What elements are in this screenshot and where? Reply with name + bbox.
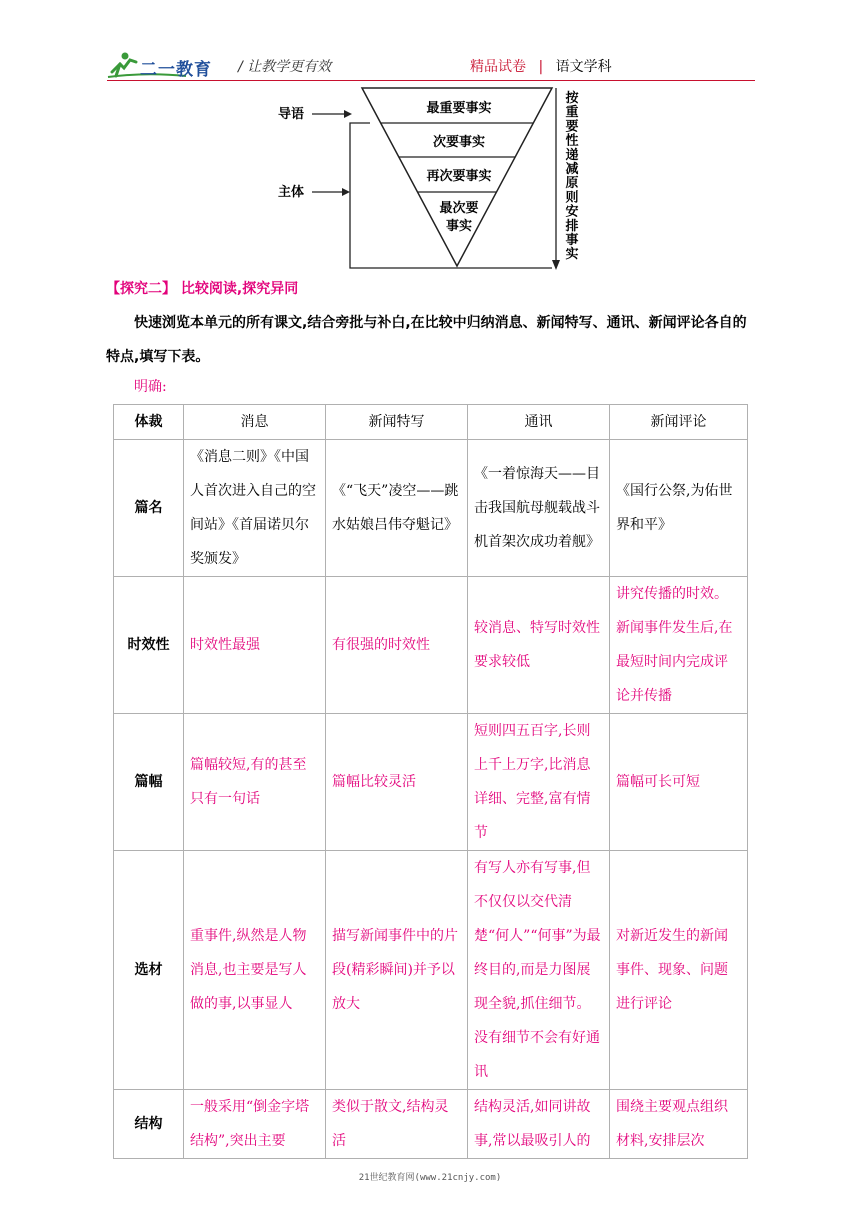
- table-cell: 类似于散文,结构灵活: [326, 1090, 468, 1159]
- table-row: [114, 440, 748, 577]
- inverted-pyramid-diagram: [270, 86, 590, 272]
- table-cell: 《国行公祭,为佑世界和平》: [610, 440, 748, 577]
- section-heading: 【探究二】 比较阅读,探究异同: [106, 281, 299, 297]
- header-feature: 新闻特写: [326, 405, 468, 440]
- table-row: [114, 714, 748, 851]
- table-cell: 有写人亦有写事,但不仅仅以交代清楚“何人”“何事”为最终目的,而是力图展现全貌,抓住细节。没有细节不会有好通讯: [468, 851, 610, 1090]
- row-label: 篇幅: [114, 714, 184, 851]
- pyramid-layer-3: 再次要事实: [426, 169, 492, 184]
- logo-text: 二一教育: [140, 60, 212, 80]
- label-body: 主体: [278, 185, 305, 200]
- header-report: 通讯: [468, 405, 610, 440]
- row-label: 选材: [114, 851, 184, 1090]
- row-label: 结构: [114, 1090, 184, 1159]
- row-label: 时效性: [114, 577, 184, 714]
- table-row: [114, 577, 748, 714]
- table-row: [114, 851, 748, 1090]
- pyramid-layer-4a: 最次要: [439, 201, 479, 216]
- row-label: 篇名: [114, 440, 184, 577]
- table-cell: 重事件,纵然是人物消息,也主要是写人做的事,以事显人: [184, 851, 326, 1090]
- table-header-row: [114, 405, 748, 440]
- table-cell: 短则四五百字,长则上千上万字,比消息详细、完整,富有情节: [468, 714, 610, 851]
- pyramid-layer-4b: 事实: [445, 219, 473, 234]
- comparison-table: [113, 404, 748, 1159]
- page-footer: 21世纪教育网(www.21cnjy.com): [358, 1173, 502, 1183]
- table-cell: 《一着惊海天——目击我国航母舰载战斗机首架次成功着舰》: [468, 440, 610, 577]
- table-cell: 《“飞天”凌空——跳水姑娘吕伟夺魁记》: [326, 440, 468, 577]
- side-caption: 按重要性递减原则安排事实: [565, 91, 579, 263]
- header-category: 精品试卷: [470, 59, 526, 75]
- header-commentary: 新闻评论: [610, 405, 748, 440]
- pyramid-layer-2: 次要事实: [432, 135, 486, 150]
- header-separator: |: [538, 59, 544, 75]
- header-slogan: / 让教学更有效: [238, 59, 332, 75]
- header-subject: 语文学科: [555, 59, 612, 75]
- table-cell: 对新近发生的新闻事件、现象、问题进行评论: [610, 851, 748, 1090]
- header-news: 消息: [184, 405, 326, 440]
- answer-label: 明确:: [134, 379, 167, 395]
- header-right: [470, 56, 612, 76]
- table-row: [114, 1090, 748, 1159]
- header-rule: [107, 80, 755, 81]
- table-cell: 围绕主要观点组织材料,安排层次: [610, 1090, 748, 1159]
- table-cell: 一般采用“倒金字塔结构”,突出主要: [184, 1090, 326, 1159]
- label-lead: 导语: [278, 107, 305, 122]
- table-cell: 有很强的时效性: [326, 577, 468, 714]
- table-cell: 较消息、特写时效性要求较低: [468, 577, 610, 714]
- table-cell: 篇幅比较灵活: [326, 714, 468, 851]
- header-genre: 体裁: [114, 405, 184, 440]
- table-cell: 《消息二则》《中国人首次进入自己的空间站》《首届诺贝尔奖颁发》: [184, 440, 326, 577]
- task-paragraph: 快速浏览本单元的所有课文,结合旁批与补白,在比较中归纳消息、新闻特写、通讯、新闻评论各自的特点,填写下表。: [106, 315, 747, 365]
- table-cell: 描写新闻事件中的片段(精彩瞬间)并予以放大: [326, 851, 468, 1090]
- table-cell: 讲究传播的时效。新闻事件发生后,在最短时间内完成评论并传播: [610, 577, 748, 714]
- table-cell: 篇幅可长可短: [610, 714, 748, 851]
- table-cell: 时效性最强: [184, 577, 326, 714]
- page-header: [0, 0, 860, 90]
- pyramid-layer-1: 最重要事实: [426, 101, 492, 116]
- table-cell: 结构灵活,如同讲故事,常以最吸引人的: [468, 1090, 610, 1159]
- table-cell: 篇幅较短,有的甚至只有一句话: [184, 714, 326, 851]
